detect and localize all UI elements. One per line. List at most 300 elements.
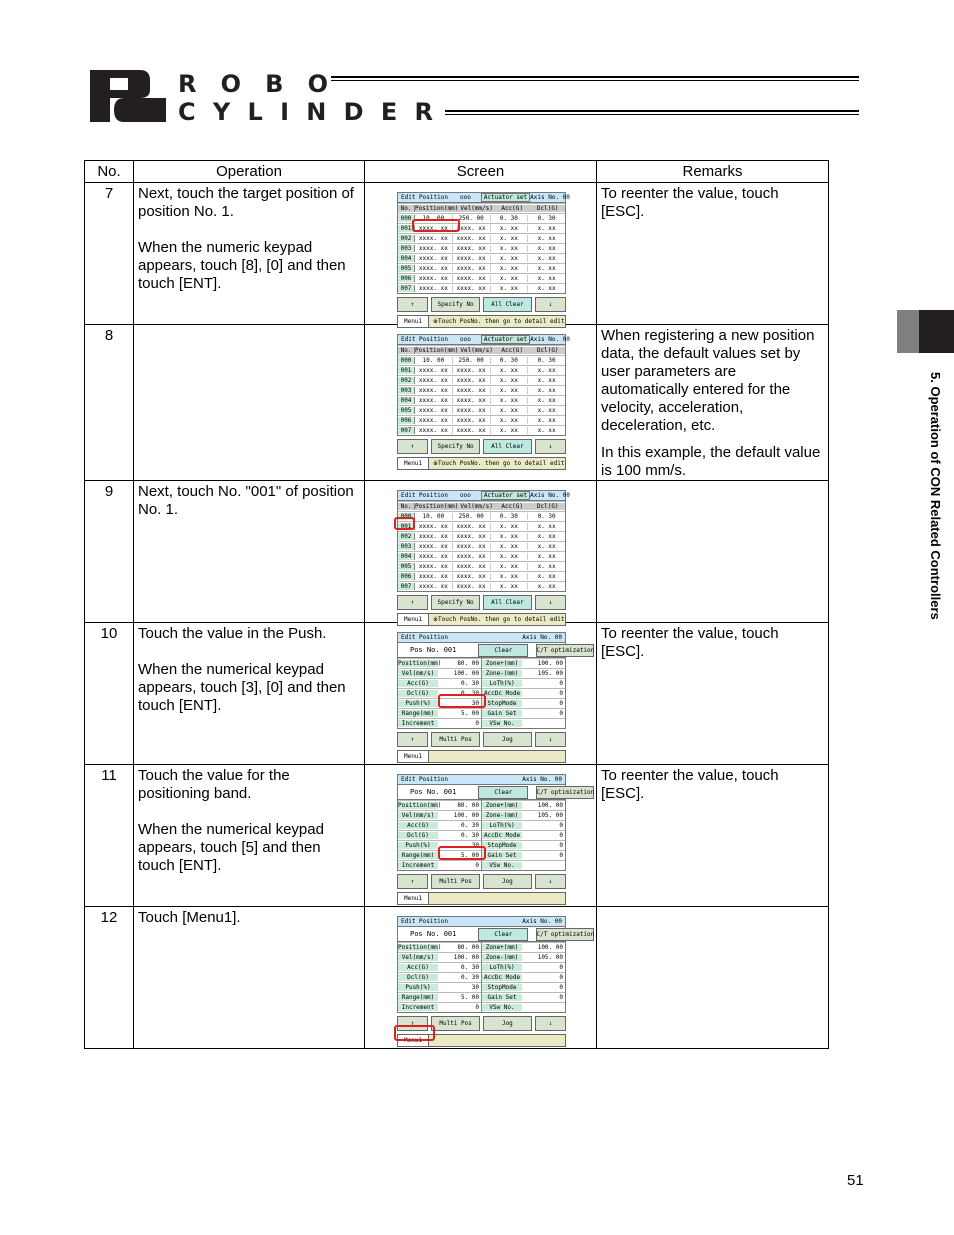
multi-pos-button[interactable]: Multi Pos: [431, 1016, 480, 1031]
header-rule-top-1: [331, 76, 859, 78]
table-row: [85, 907, 829, 1049]
parameter-label: LoTh(%): [482, 822, 522, 829]
position-value-cell[interactable]: x. xx: [537, 377, 556, 384]
position-value-cell[interactable]: xxxx. xx: [415, 377, 453, 384]
parameter-value[interactable]: 0: [559, 964, 563, 971]
position-value-cell[interactable]: xxxx. xx: [415, 563, 453, 570]
position-value-cell[interactable]: xxxx. xx: [453, 573, 491, 580]
operation-text: When the numerical keypad appears, touch [3], [0] and then touch [ENT].: [138, 661, 346, 714]
actuator-set-button[interactable]: Actuator set: [481, 491, 530, 500]
all-clear-button[interactable]: All Clear: [483, 439, 532, 454]
position-value-cell[interactable]: x. xx: [537, 255, 556, 262]
position-value-cell[interactable]: 0. 30: [537, 215, 556, 222]
jog-button[interactable]: Jog: [483, 732, 532, 747]
all-clear-button[interactable]: All Clear: [483, 297, 532, 312]
position-value-cell[interactable]: x. xx: [537, 387, 556, 394]
menu1-button[interactable]: Menu1: [398, 458, 429, 469]
scroll-up-button[interactable]: ↑: [397, 595, 428, 610]
position-value-cell[interactable]: x. xx: [537, 553, 556, 560]
position-value-cell[interactable]: x. xx: [537, 543, 556, 550]
table-row[interactable]: [398, 581, 565, 591]
position-value-cell[interactable]: xxxx. xx: [415, 583, 453, 590]
pos-number-row: [397, 643, 595, 658]
table-row[interactable]: [398, 233, 565, 243]
scroll-up-button[interactable]: ↑: [397, 732, 428, 747]
position-number-cell[interactable]: 000: [398, 513, 415, 520]
operation-cell: [134, 907, 365, 1049]
position-value-cell[interactable]: x. xx: [491, 553, 529, 560]
position-value-cell[interactable]: xxxx. xx: [453, 367, 491, 374]
position-number-cell[interactable]: 005: [398, 407, 415, 414]
position-number-cell[interactable]: 004: [398, 553, 415, 560]
parameter-value[interactable]: 100. 00: [453, 670, 479, 677]
position-value-cell[interactable]: xxxx. xx: [415, 265, 453, 272]
detail-column: [482, 942, 565, 1012]
position-value-cell[interactable]: xxxx. xx: [453, 427, 491, 434]
status-bar: [397, 750, 566, 763]
position-value-cell[interactable]: xxxx. xx: [415, 245, 453, 252]
screen-title-bar: [397, 632, 566, 643]
clear-button[interactable]: Clear: [478, 928, 528, 941]
parameter-label: AccDc Mode: [483, 832, 521, 839]
specify-no-button[interactable]: Specify No: [431, 297, 480, 312]
position-value-cell[interactable]: x. xx: [491, 235, 529, 242]
parameter-label: VSw No.: [482, 1004, 522, 1011]
list-item: [398, 962, 481, 972]
position-value-cell[interactable]: 10. 00: [415, 513, 453, 520]
parameter-value[interactable]: 0: [559, 710, 563, 717]
position-value-cell[interactable]: xxxx. xx: [453, 245, 491, 252]
position-value-cell[interactable]: xxxx. xx: [415, 573, 453, 580]
position-value-cell[interactable]: x. xx: [491, 255, 529, 262]
screen-cell: [365, 623, 597, 765]
clear-button[interactable]: Clear: [478, 786, 528, 799]
position-number-cell[interactable]: 001: [398, 367, 415, 374]
position-value-cell[interactable]: xxxx. xx: [415, 553, 453, 560]
parameter-label: Gain Set: [482, 852, 522, 859]
parameter-label: VSw No.: [482, 720, 522, 727]
position-value-cell[interactable]: xxxx. xx: [453, 417, 491, 424]
all-clear-button[interactable]: All Clear: [483, 595, 532, 610]
parameter-value[interactable]: 80. 00: [457, 802, 479, 809]
column-header: No.: [398, 205, 415, 212]
table-row[interactable]: [398, 395, 565, 405]
screen-title-bar: [397, 334, 570, 345]
parameter-value[interactable]: 100. 00: [453, 954, 479, 961]
position-value-cell[interactable]: xxxx. xx: [415, 387, 453, 394]
menu1-button[interactable]: Menu1: [398, 1035, 429, 1046]
list-item: [482, 992, 565, 1002]
position-value-cell[interactable]: xxxx. xx: [453, 255, 491, 262]
position-value-cell[interactable]: x. xx: [537, 367, 556, 374]
list-item: [482, 972, 565, 982]
parameter-value[interactable]: 0. 30: [460, 822, 479, 829]
table-row[interactable]: [398, 385, 565, 395]
position-value-cell[interactable]: 0. 30: [491, 357, 529, 364]
screen-cell: [365, 765, 597, 907]
parameter-value[interactable]: 80. 00: [457, 660, 479, 667]
position-value-cell[interactable]: x. xx: [491, 367, 529, 374]
parameter-value[interactable]: 105. 00: [537, 670, 563, 677]
remarks-cell: [597, 623, 829, 765]
position-value-cell[interactable]: xxxx. xx: [415, 407, 453, 414]
list-item: [398, 982, 481, 992]
edit-position-detail-screen: [397, 774, 595, 905]
parameter-value[interactable]: 0: [559, 822, 563, 829]
column-header: Position(mm): [415, 347, 459, 354]
position-value-cell[interactable]: xxxx. xx: [415, 397, 453, 404]
position-table-header: [398, 501, 565, 511]
position-value-cell[interactable]: x. xx: [537, 427, 556, 434]
position-value-cell[interactable]: xxxx. xx: [415, 235, 453, 242]
position-number-cell[interactable]: 003: [398, 245, 415, 252]
pos-number: Pos No. 001: [410, 788, 457, 796]
screen-button-row: [397, 439, 566, 454]
parameter-label: AccDc Mode: [483, 974, 521, 981]
parameter-value[interactable]: 0: [475, 1004, 479, 1011]
parameter-value[interactable]: 0: [559, 842, 563, 849]
position-number-cell[interactable]: 002: [398, 533, 415, 540]
position-value-cell[interactable]: xxxx. xx: [453, 285, 491, 292]
position-value-cell[interactable]: 0. 30: [537, 357, 556, 364]
position-value-cell[interactable]: 0. 30: [491, 513, 529, 520]
position-value-cell[interactable]: xxxx. xx: [415, 275, 453, 282]
screen-cell: [365, 325, 597, 481]
position-value-cell[interactable]: x. xx: [491, 583, 529, 590]
operation-text: Touch the value for the positioning band.: [138, 767, 290, 802]
parameter-value[interactable]: 0: [559, 690, 563, 697]
position-value-cell[interactable]: xxxx. xx: [453, 387, 491, 394]
parameter-value[interactable]: 0: [559, 832, 563, 839]
position-value-cell[interactable]: xxxx. xx: [415, 543, 453, 550]
parameter-value[interactable]: 0. 30: [460, 964, 479, 971]
table-row[interactable]: [398, 425, 565, 435]
table-row[interactable]: [398, 415, 565, 425]
position-value-cell[interactable]: x. xx: [537, 265, 556, 272]
parameter-value[interactable]: 0: [475, 862, 479, 869]
ct-optimization-button[interactable]: C/T optimization: [536, 786, 594, 799]
parameter-value[interactable]: 100. 00: [453, 812, 479, 819]
position-number-cell[interactable]: 000: [398, 215, 415, 222]
position-value-cell[interactable]: x. xx: [491, 417, 529, 424]
operation-cell: [134, 481, 365, 623]
position-value-cell[interactable]: 250. 00: [453, 513, 491, 520]
position-number-cell[interactable]: 007: [398, 285, 415, 292]
position-value-cell[interactable]: xxxx. xx: [415, 427, 453, 434]
menu1-button[interactable]: Menu1: [398, 316, 429, 327]
parameter-value[interactable]: 5. 00: [460, 852, 479, 859]
axis-number: Axis No. 00: [522, 634, 562, 641]
position-value-cell[interactable]: x. xx: [537, 583, 556, 590]
position-value-cell[interactable]: xxxx. xx: [453, 533, 491, 540]
parameter-value[interactable]: 0: [559, 994, 563, 1001]
position-value-cell[interactable]: xxxx. xx: [453, 235, 491, 242]
position-value-cell[interactable]: x. xx: [491, 427, 529, 434]
parameter-label: Position(mm): [398, 944, 442, 951]
status-bar: [397, 457, 566, 470]
position-value-cell[interactable]: xxxx. xx: [453, 553, 491, 560]
scroll-down-button[interactable]: ↓: [535, 1016, 566, 1031]
column-header: Vel(mm/s): [459, 347, 495, 354]
menu1-button[interactable]: Menu1: [398, 614, 429, 625]
list-item: [482, 810, 565, 820]
parameter-value[interactable]: 0: [559, 852, 563, 859]
list-item: [398, 718, 481, 728]
parameter-value[interactable]: 0: [559, 700, 563, 707]
ct-optimization-button[interactable]: C/T optimization: [536, 928, 594, 941]
remarks-text: In this example, the default value is 100 mm/s.: [601, 444, 821, 479]
table-row[interactable]: [398, 521, 565, 531]
position-number-cell[interactable]: 002: [398, 377, 415, 384]
list-item: [398, 658, 481, 668]
table-row[interactable]: [398, 571, 565, 581]
position-value-cell[interactable]: x. xx: [491, 265, 529, 272]
jog-button[interactable]: Jog: [483, 1016, 532, 1031]
parameter-label: Increment: [398, 720, 438, 727]
scroll-up-button[interactable]: ↑: [397, 874, 428, 889]
list-item: [398, 820, 481, 830]
position-value-cell[interactable]: x. xx: [491, 225, 529, 232]
screen-title-mid: ooo: [459, 492, 471, 499]
position-number-cell[interactable]: 007: [398, 583, 415, 590]
screen-title: Edit Position: [401, 336, 448, 343]
parameter-value[interactable]: 5. 00: [460, 994, 479, 1001]
list-item: [398, 708, 481, 718]
actuator-set-button[interactable]: Actuator set: [481, 335, 530, 344]
parameter-value[interactable]: 0: [559, 974, 563, 981]
header-rule-bottom-1: [445, 110, 859, 112]
position-value-cell[interactable]: x. xx: [491, 533, 529, 540]
table-row: [85, 481, 829, 623]
scroll-down-button[interactable]: ↓: [535, 297, 566, 312]
position-value-cell[interactable]: xxxx. xx: [453, 563, 491, 570]
table-row[interactable]: [398, 375, 565, 385]
position-value-cell[interactable]: x. xx: [537, 285, 556, 292]
scroll-down-button[interactable]: ↓: [535, 874, 566, 889]
jog-button[interactable]: Jog: [483, 874, 532, 889]
list-item: [482, 962, 565, 972]
position-number-cell[interactable]: 005: [398, 563, 415, 570]
parameter-label: LoTh(%): [482, 964, 522, 971]
parameter-value[interactable]: 0. 30: [460, 680, 479, 687]
position-value-cell[interactable]: x. xx: [491, 397, 529, 404]
parameter-value[interactable]: 80. 00: [457, 944, 479, 951]
column-header: Dcl(G): [530, 347, 565, 354]
actuator-set-button[interactable]: Actuator set: [481, 193, 530, 202]
operation-text: Next, touch the target position of position No. 1.: [138, 185, 354, 220]
parameter-value[interactable]: 105. 00: [537, 812, 563, 819]
position-value-cell[interactable]: xxxx. xx: [415, 225, 453, 232]
position-number-cell[interactable]: 004: [398, 255, 415, 262]
multi-pos-button[interactable]: Multi Pos: [431, 732, 480, 747]
position-number-cell[interactable]: 006: [398, 417, 415, 424]
parameter-value[interactable]: 100. 00: [537, 944, 563, 951]
status-text: ※Touch PosNo. then go to detail edit: [433, 318, 565, 325]
specify-no-button[interactable]: Specify No: [431, 439, 480, 454]
scroll-up-button[interactable]: ↑: [397, 1016, 428, 1031]
position-value-cell[interactable]: xxxx. xx: [453, 377, 491, 384]
position-number-cell[interactable]: 004: [398, 397, 415, 404]
position-value-cell[interactable]: xxxx. xx: [453, 583, 491, 590]
position-number-cell[interactable]: 003: [398, 543, 415, 550]
parameter-value[interactable]: 30: [471, 984, 479, 991]
table-row[interactable]: [398, 283, 565, 293]
position-value-cell[interactable]: x. xx: [537, 523, 556, 530]
position-number-cell[interactable]: 000: [398, 357, 415, 364]
parameter-value[interactable]: 0. 30: [460, 690, 479, 697]
position-value-cell[interactable]: xxxx. xx: [453, 275, 491, 282]
table-row: [85, 765, 829, 907]
scroll-up-button[interactable]: ↑: [397, 297, 428, 312]
table-row[interactable]: [398, 263, 565, 273]
table-row[interactable]: [398, 365, 565, 375]
position-value-cell[interactable]: x. xx: [491, 563, 529, 570]
position-value-cell[interactable]: x. xx: [491, 543, 529, 550]
position-number-cell[interactable]: 006: [398, 573, 415, 580]
multi-pos-button[interactable]: Multi Pos: [431, 874, 480, 889]
position-value-cell[interactable]: x. xx: [491, 387, 529, 394]
header-rule-bottom-2: [445, 114, 859, 115]
parameter-value[interactable]: 0: [475, 720, 479, 727]
position-value-cell[interactable]: 0. 30: [491, 215, 529, 222]
ct-optimization-button[interactable]: C/T optimization: [536, 644, 594, 657]
edit-position-list-screen: [397, 490, 570, 626]
table-row[interactable]: [398, 511, 565, 521]
pos-number-row: [397, 927, 595, 942]
position-value-cell[interactable]: x. xx: [537, 533, 556, 540]
position-value-cell[interactable]: xxxx. xx: [415, 417, 453, 424]
position-value-cell[interactable]: x. xx: [537, 225, 556, 232]
position-value-cell[interactable]: x. xx: [491, 377, 529, 384]
remarks-text: When registering a new position data, the default values set by user parameters are automatically entered for the velocity, acceleration, deceleration, etc.: [601, 327, 815, 434]
position-value-cell[interactable]: x. xx: [491, 573, 529, 580]
table-row[interactable]: [398, 561, 565, 571]
screen-title-bar: [397, 490, 570, 501]
parameter-value[interactable]: 0: [559, 984, 563, 991]
scroll-down-button[interactable]: ↓: [535, 439, 566, 454]
parameter-value[interactable]: 30: [471, 700, 479, 707]
parameter-value[interactable]: 30: [471, 842, 479, 849]
scroll-down-button[interactable]: ↓: [535, 595, 566, 610]
position-value-cell[interactable]: x. xx: [491, 245, 529, 252]
position-value-cell[interactable]: x. xx: [537, 407, 556, 414]
screen-cell: [365, 183, 597, 325]
position-value-cell[interactable]: x. xx: [537, 417, 556, 424]
position-value-cell[interactable]: xxxx. xx: [453, 397, 491, 404]
detail-column: [398, 942, 482, 1012]
position-value-cell[interactable]: xxxx. xx: [453, 265, 491, 272]
position-number-cell[interactable]: 006: [398, 275, 415, 282]
position-value-cell[interactable]: x. xx: [537, 573, 556, 580]
position-number-cell[interactable]: 007: [398, 427, 415, 434]
position-value-cell[interactable]: xxxx. xx: [415, 533, 453, 540]
clear-button[interactable]: Clear: [478, 644, 528, 657]
header-screen: Screen: [365, 161, 597, 183]
position-value-cell[interactable]: 10. 00: [415, 215, 453, 222]
table-row[interactable]: [398, 541, 565, 551]
position-number-cell[interactable]: 001: [398, 225, 415, 232]
position-number-cell[interactable]: 003: [398, 387, 415, 394]
table-row[interactable]: [398, 253, 565, 263]
position-value-cell[interactable]: 250. 00: [453, 215, 491, 222]
position-value-cell[interactable]: x. xx: [491, 407, 529, 414]
table-row[interactable]: [398, 243, 565, 253]
parameter-label: Dcl(G): [398, 974, 438, 981]
position-value-cell[interactable]: xxxx. xx: [415, 255, 453, 262]
position-number-cell[interactable]: 001: [398, 523, 415, 530]
position-value-cell[interactable]: x. xx: [491, 523, 529, 530]
scroll-up-button[interactable]: ↑: [397, 439, 428, 454]
table-row[interactable]: [398, 551, 565, 561]
position-value-cell[interactable]: 250. 00: [453, 357, 491, 364]
menu1-button[interactable]: Menu1: [398, 751, 429, 762]
position-value-cell[interactable]: xxxx. xx: [415, 285, 453, 292]
table-row[interactable]: [398, 531, 565, 541]
menu1-button[interactable]: Menu1: [398, 893, 429, 904]
position-value-cell[interactable]: x. xx: [537, 275, 556, 282]
list-item: [398, 1002, 481, 1012]
header-no: No.: [85, 161, 134, 183]
list-item: [398, 830, 481, 840]
position-value-cell[interactable]: x. xx: [491, 275, 529, 282]
scroll-down-button[interactable]: ↓: [535, 732, 566, 747]
parameter-label: Gain Set: [482, 994, 522, 1001]
table-row: [85, 325, 829, 481]
operation-cell: [134, 325, 365, 481]
parameter-label: Zone-(mm): [482, 812, 522, 819]
parameter-value[interactable]: 100. 00: [537, 802, 563, 809]
position-value-cell[interactable]: x. xx: [537, 245, 556, 252]
pos-number: Pos No. 001: [410, 930, 457, 938]
position-number-cell[interactable]: 005: [398, 265, 415, 272]
operation-text: Touch the value in the Push.: [138, 625, 327, 642]
position-value-cell[interactable]: xxxx. xx: [415, 523, 453, 530]
specify-no-button[interactable]: Specify No: [431, 595, 480, 610]
parameter-value[interactable]: 5. 00: [460, 710, 479, 717]
position-number-cell[interactable]: 002: [398, 235, 415, 242]
parameter-label: Vel(mm/s): [398, 812, 438, 819]
position-value-cell[interactable]: x. xx: [537, 397, 556, 404]
parameter-label: Push(%): [398, 984, 438, 991]
list-item: [398, 810, 481, 820]
table-row[interactable]: [398, 355, 565, 365]
position-value-cell[interactable]: xxxx. xx: [453, 407, 491, 414]
position-value-cell[interactable]: x. xx: [537, 235, 556, 242]
position-value-cell[interactable]: x. xx: [537, 563, 556, 570]
operation-text: When the numeric keypad appears, touch [8], [0] and then touch [ENT].: [138, 239, 346, 292]
parameter-value[interactable]: 0: [559, 680, 563, 687]
step-number: 9: [85, 481, 134, 623]
remarks-cell: [597, 325, 829, 481]
position-value-cell[interactable]: 0. 30: [537, 513, 556, 520]
axis-number: Axis No. 00: [530, 336, 570, 343]
operation-cell: [134, 623, 365, 765]
table-row[interactable]: [398, 405, 565, 415]
parameter-value[interactable]: 0. 30: [460, 974, 479, 981]
table-row[interactable]: [398, 273, 565, 283]
position-value-cell[interactable]: x. xx: [491, 285, 529, 292]
list-item: [482, 830, 565, 840]
parameter-value[interactable]: 0. 30: [460, 832, 479, 839]
position-value-cell[interactable]: xxxx. xx: [453, 523, 491, 530]
parameter-value[interactable]: 100. 00: [537, 660, 563, 667]
position-value-cell[interactable]: xxxx. xx: [453, 543, 491, 550]
position-value-cell[interactable]: xxxx. xx: [415, 367, 453, 374]
position-value-cell[interactable]: xxxx. xx: [453, 225, 491, 232]
position-value-cell[interactable]: 10. 00: [415, 357, 453, 364]
parameter-label: Zone-(mm): [482, 954, 522, 961]
parameter-value[interactable]: 105. 00: [537, 954, 563, 961]
